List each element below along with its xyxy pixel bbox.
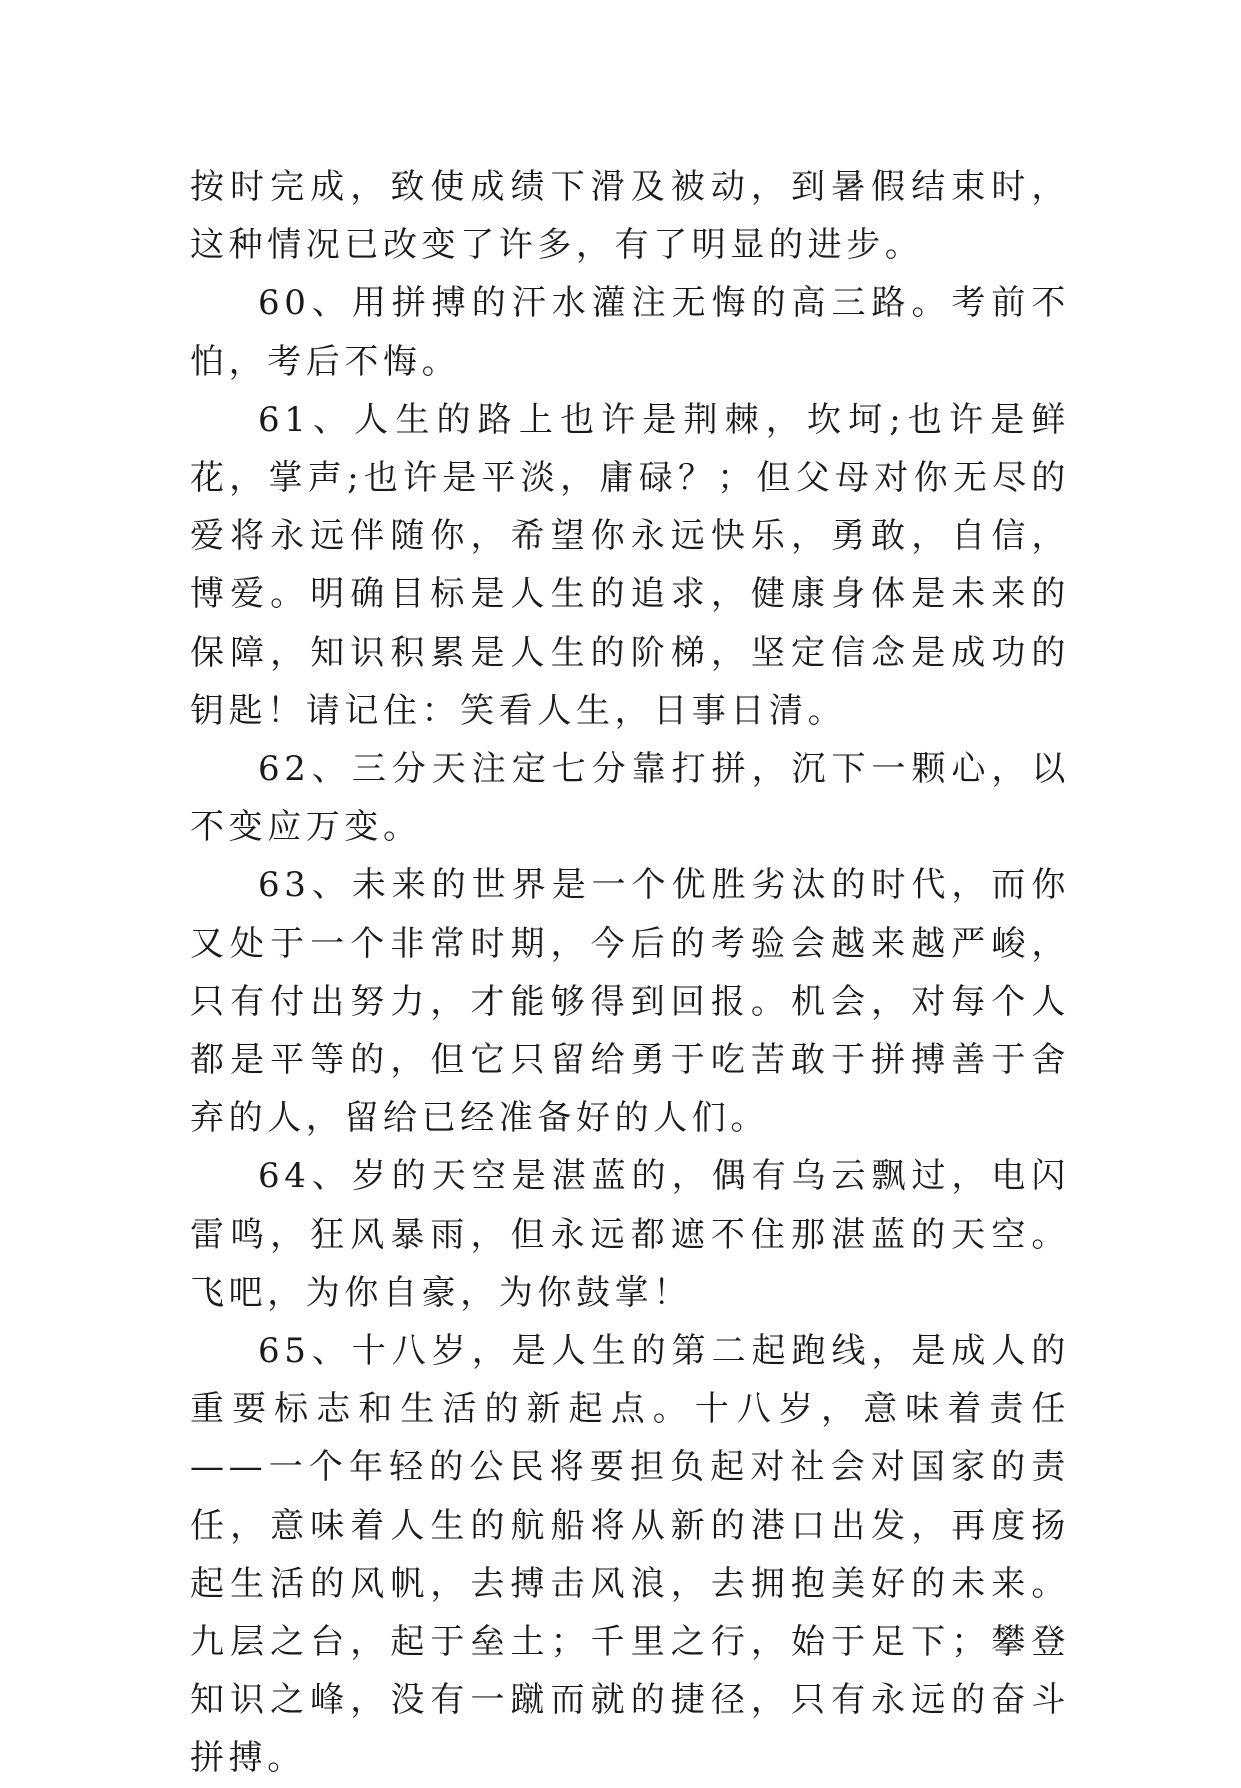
paragraph-64: 64、岁的天空是湛蓝的，偶有乌云飘过，电闪雷鸣，狂风暴雨，但永远都遮不住那湛蓝的天空。飞吧，为你自豪，为你鼓掌！ — [190, 1156, 1070, 1313]
paragraph-65: 65、十八岁，是人生的第二起跑线，是成人的重要标志和生活的新起点。十八岁，意味着责任——一个年轻的公民将要担负起对社会对国家的责任，意味着人生的航船将从新的港口出发，再度扬起生活的风帆，去搏击风浪，去拥抱美好的未来。九层之台，起于垒土；千里之行，始于足下；攀登知识之峰，没有一蹴而就的捷径，只有永远的奋斗拼搏。 — [190, 1331, 1070, 1779]
paragraph-60: 60、用拼搏的汗水灌注无悔的高三路。考前不怕，考后不悔。 — [190, 283, 1070, 382]
document-body — [190, 158, 1070, 1788]
paragraph-62: 62、三分天注定七分靠打拼，沉下一颗心，以不变应万变。 — [190, 749, 1070, 848]
paragraph-61: 61、人生的路上也许是荆棘，坎坷;也许是鲜花，掌声;也许是平淡，庸碌？；但父母对你无尽的爱将永远伴随你，希望你永远快乐，勇敢，自信，博爱。明确目标是人生的追求，健康身体是未来的保障，知识积累是人生的阶梯，坚定信念是成功的钥匙！请记住：笑看人生，日事日清。 — [190, 399, 1070, 731]
paragraph-63: 63、未来的世界是一个优胜劣汰的时代，而你又处于一个非常时期，今后的考验会越来越严峻，只有付出努力，才能够得到回报。机会，对每个人都是平等的，但它只留给勇于吃苦敢于拼搏善于舍弃的人，留给已经准备好的人们。 — [190, 865, 1070, 1139]
paragraph-continued: 按时完成，致使成绩下滑及被动，到暑假结束时，这种情况已改变了许多，有了明显的进步。 — [190, 167, 1070, 266]
